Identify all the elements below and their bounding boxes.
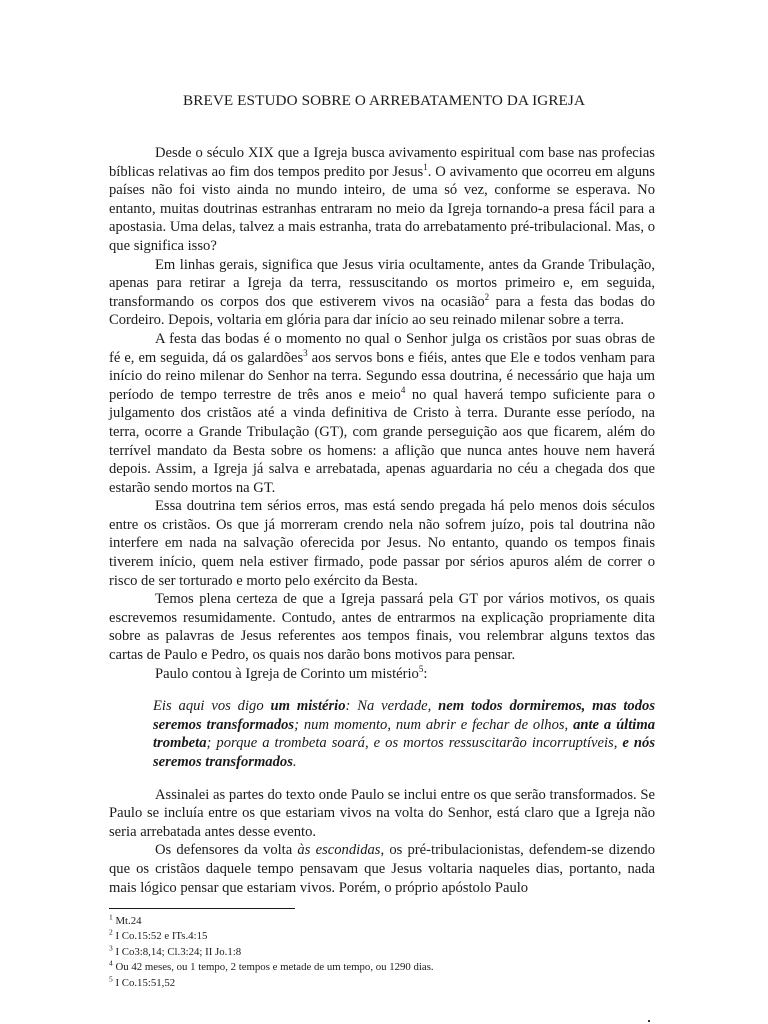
- quote-emphasis-4: e nós seremos transformados: [153, 735, 655, 770]
- footnote-text: I Co3:8,14; Cl.3:24; II Jo.1:8: [112, 945, 242, 958]
- footnote-text: Ou 42 meses, ou 1 tempo, 2 tempos e metade de um tempo, ou 1290 dias.: [112, 961, 434, 974]
- paragraph-3-text-a: A festa das bodas é o momento no qual o Senhor julga os cristãos por suas obras de fé e, em seguida, dá os galardões: [109, 330, 655, 366]
- footnote-divider: [109, 908, 295, 909]
- footnote-text: I Co.15:51,52: [112, 976, 176, 989]
- footnote-ref-2[interactable]: 2: [484, 291, 490, 302]
- paragraph-8-emphasis: às escondidas: [297, 842, 381, 859]
- footnote-4: [109, 960, 655, 975]
- footnote-ref-1[interactable]: 1: [423, 161, 428, 172]
- footnote-ref-5[interactable]: 5: [418, 663, 424, 674]
- paragraph-6-text-b: :: [423, 665, 428, 682]
- paragraph-2-text-b: para a festa das bodas do Cordeiro. Depois, voltaria em glória para dar início ao seu reinado milenar sobre a terra.: [109, 293, 655, 329]
- quote-part-3: ; num momento, num abrir e fechar de olhos,: [294, 716, 574, 733]
- footnote-ref-3[interactable]: 3: [303, 347, 308, 358]
- paragraph-6: [109, 665, 655, 684]
- paragraph-3-text-c: no qual haverá tempo suficiente para o julgamento dos cristãos até a vinda definitiva de Cristo à terra. Durante esse período, na terra, ocorre a Grande Tribulação (GT), com grande perseguição aos que ficarem, além do terrível mandato da Besta sobre os homens: a aflição que nunca antes houve nem haverá depois. Assim, a Igreja já salva e arrebatada, apenas aguardaria no céu a chegada dos que estarão sendo mortos na GT.: [109, 386, 655, 496]
- paragraph-2-text-a: Em linhas gerais, significa que Jesus viria ocultamente, antes da Grande Tribulação, apenas para retirar a Igreja da terra, ressuscitando os mortos primeiro e, em seguida, transformando os corpos dos que estiverem vivos na ocasião: [109, 256, 655, 310]
- footnote-number: 2: [109, 927, 113, 937]
- footnote-3: [109, 945, 655, 960]
- quote-emphasis-2: nem todos dormiremos, mas todos seremos transformados: [153, 698, 656, 733]
- footnote-number: 5: [109, 974, 113, 984]
- document-body: [109, 144, 655, 897]
- footnote-text: I Co.15:52 e ITs.4:15: [112, 930, 208, 943]
- paragraph-1-text-b: . O avivamento que ocorreu em alguns países não foi visto ainda no mundo inteiro, de uma só vez, conforme se esperava. No entanto, muitas doutrinas estranhas entraram no meio da Igreja tornando-a presa fácil para a apostasia. Uma delas, talvez a mais estranha, trata do arrebatamento pré-tribulacional. Mas, o que significa isso?: [109, 163, 655, 254]
- paragraph-4: Essa doutrina tem sérios erros, mas está sendo pregada há pelo menos dois séculos entre os cristãos. Os que já morreram crendo nela não sofrem juízo, pois tal doutrina não interfere em nada na salvação oferecida por Jesus. No entanto, quando os tempos finais tiverem início, quem nela estiver firmado, pode passar por sérios apuros além de correr o risco de ser torturado e morto pelo exército da Besta.: [109, 498, 655, 589]
- paragraph-8-text-a: Os defensores da volta: [155, 842, 298, 859]
- paragraph-3-text-b: aos servos bons e fiéis, antes que Ele e todos venham para início do reino milenar do Senhor na terra. Segundo essa doutrina, é necessário que haja um período de tempo terrestre de três anos e meio: [109, 349, 656, 403]
- paragraph-2: [109, 256, 655, 330]
- paragraph-8: [109, 841, 655, 897]
- page-mark: [648, 1020, 650, 1022]
- footnote-2: [109, 929, 655, 944]
- paragraph-1: [109, 144, 655, 256]
- quote-emphasis-3: ante a última trombeta: [153, 716, 655, 752]
- paragraph-7: Assinalei as partes do texto onde Paulo se inclui entre os que serão transformados. Se Paulo se incluía entre os que estariam vivos na volta do Senhor, está claro que a Igreja não seria arrebatada antes desse evento.: [109, 786, 655, 840]
- paragraph-6-text-a: Paulo contou à Igreja de Corinto um mistério: [155, 665, 419, 682]
- footnote-ref-4[interactable]: 4: [400, 384, 406, 395]
- quote-part-4: ; porque a trombeta soará, e os mortos ressuscitarão incorruptíveis,: [206, 735, 623, 752]
- footnote-5: [109, 976, 655, 991]
- paragraph-3: [109, 330, 655, 497]
- document-title: BREVE ESTUDO SOBRE O ARREBATAMENTO DA IGREJA: [182, 92, 586, 109]
- paragraph-1-text-a: Desde o século XIX que a Igreja busca avivamento espiritual com base nas profecias bíblicas relativas ao fim dos tempos predito por Jesus: [109, 145, 655, 180]
- footnote-text: Mt.24: [112, 915, 142, 927]
- quote-emphasis-1: um mistério: [270, 698, 346, 715]
- footnote-1: [109, 914, 655, 929]
- footnote-number: 3: [109, 943, 113, 953]
- quote-part-2: : Na verdade,: [345, 698, 439, 715]
- quote-part-1: Eis aqui vos digo: [153, 698, 271, 715]
- paragraph-8-text-b: , os pré-tribulacionistas, defendem-se dizendo que os cristãos daquele tempo pensavam que Jesus voltaria naqueles dias, portanto, nada mais lógico pensar que estariam vivos. Porém, o próprio apóstolo Paulo: [109, 842, 655, 896]
- quote-part-5: .: [292, 754, 297, 770]
- footnote-number: 1: [109, 912, 113, 922]
- scripture-quote: [109, 697, 655, 771]
- paragraph-5: Temos plena certeza de que a Igreja passará pela GT por vários motivos, os quais escrevemos resumidamente. Contudo, antes de entrarmos na explicação propriamente dita sobre as palavras de Jesus referentes aos tempos finais, vou relembrar alguns textos das cartas de Paulo e Pedro, os quais nos darão bons motivos para pensar.: [109, 591, 655, 664]
- footnote-number: 4: [109, 958, 113, 968]
- footnotes: [109, 914, 655, 991]
